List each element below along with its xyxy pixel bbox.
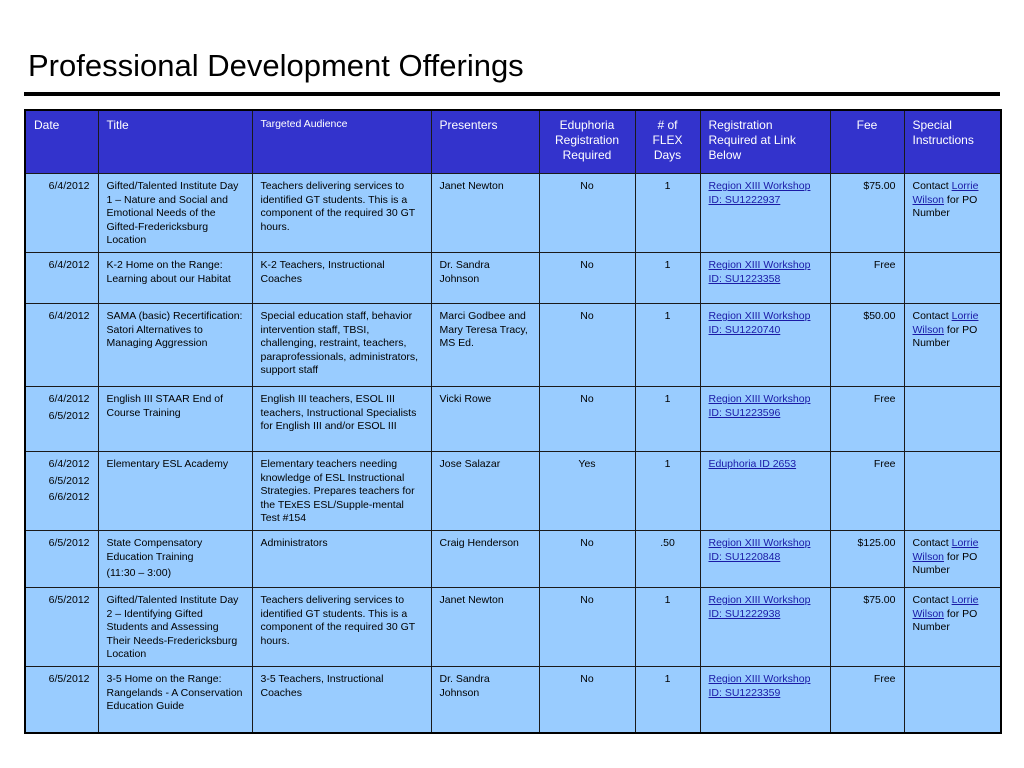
audience-cell: Special education staff, behavior intervention staff, TBSI, challenging, restraint, teachers, paraprofessionals, administrators, support staff: [252, 303, 431, 386]
table-row: [25, 303, 1001, 386]
title-cell: [98, 303, 252, 386]
eduphoria-cell: Yes: [539, 451, 635, 530]
title-text: SAMA (basic) Recertification: Satori Alternatives to Managing Aggression: [106, 309, 243, 350]
header-date: Date: [25, 110, 98, 174]
presenters-cell: Janet Newton: [431, 587, 539, 666]
title-cell: [98, 451, 252, 530]
date-value: 6/4/2012: [48, 309, 90, 322]
title-text: English III STAAR End of Course Training: [106, 392, 224, 419]
date-value: 6/5/2012: [48, 409, 90, 422]
header-fee: Fee: [830, 110, 904, 174]
date-cell: [25, 386, 98, 451]
table-row: [25, 530, 1001, 587]
flex-days-cell: 1: [635, 386, 700, 451]
header-presenters: Presenters: [431, 110, 539, 174]
flex-days-cell: 1: [635, 587, 700, 666]
registration-link[interactable]: Eduphoria ID 2653: [708, 457, 797, 470]
presenters-cell: Dr. Sandra Johnson: [431, 666, 539, 733]
table-row: [25, 666, 1001, 733]
title-text: Elementary ESL Academy: [106, 457, 229, 470]
registration-cell: [700, 252, 830, 303]
title-cell: [98, 252, 252, 303]
flex-days-cell: 1: [635, 174, 700, 253]
title-text: K-2 Home on the Range: Learning about our Habitat: [106, 258, 231, 285]
eduphoria-cell: No: [539, 666, 635, 733]
eduphoria-cell: No: [539, 587, 635, 666]
contact-link[interactable]: Lorrie Wilson: [912, 536, 979, 563]
special-instructions-cell: [904, 451, 1001, 530]
special-instructions-cell: [904, 666, 1001, 733]
page-title: Professional Development Offerings: [28, 48, 524, 83]
registration-link[interactable]: Region XIII Workshop ID: SU1222938: [708, 593, 811, 620]
registration-cell: [700, 174, 830, 253]
date-cell: [25, 303, 98, 386]
title-text: Gifted/Talented Institute Day 2 – Identifying Gifted Students and Assessing Their Needs-Fredericksburg Location: [106, 593, 239, 661]
presenters-cell: Jose Salazar: [431, 451, 539, 530]
presenters-cell: Janet Newton: [431, 174, 539, 253]
registration-link[interactable]: Region XIII Workshop ID: SU1223358: [708, 258, 811, 285]
date-value: 6/5/2012: [48, 536, 90, 549]
audience-cell: Teachers delivering services to identified GT students. This is a component of the required 30 GT hours.: [252, 174, 431, 253]
special-instructions-cell: Contact Lorrie Wilson for PO Number: [904, 303, 1001, 386]
eduphoria-cell: No: [539, 174, 635, 253]
flex-days-cell: 1: [635, 303, 700, 386]
contact-link[interactable]: Lorrie Wilson: [912, 180, 979, 206]
header-title: Title: [98, 110, 252, 174]
fee-cell: $75.00: [830, 174, 904, 253]
registration-cell: [700, 666, 830, 733]
contact-link[interactable]: Lorrie Wilson: [912, 593, 979, 620]
eduphoria-cell: No: [539, 303, 635, 386]
table-body: [25, 174, 1001, 734]
header-targeted-audience: Targeted Audience: [252, 110, 431, 174]
presenters-cell: Marci Godbee and Mary Teresa Tracy, MS Ed.: [431, 303, 539, 386]
fee-cell: $75.00: [830, 587, 904, 666]
date-value: 6/4/2012: [48, 258, 90, 271]
registration-link[interactable]: Region XIII Workshop ID: SU1223596: [708, 392, 811, 419]
title-divider: [24, 92, 1000, 96]
flex-days-cell: 1: [635, 666, 700, 733]
fee-cell: Free: [830, 451, 904, 530]
offerings-table: [24, 109, 1002, 734]
date-cell: [25, 530, 98, 587]
registration-cell: [700, 303, 830, 386]
header-row: [25, 110, 1001, 174]
special-instructions-cell: Contact Lorrie Wilson for PO Number: [904, 587, 1001, 666]
date-value: 6/5/2012: [48, 474, 90, 487]
presenters-cell: Craig Henderson: [431, 530, 539, 587]
date-cell: [25, 587, 98, 666]
date-value: 6/5/2012: [48, 672, 90, 685]
date-value: 6/4/2012: [48, 392, 90, 405]
special-instructions-cell: [904, 386, 1001, 451]
eduphoria-cell: No: [539, 386, 635, 451]
flex-days-cell: 1: [635, 451, 700, 530]
registration-cell: [700, 386, 830, 451]
table-row: [25, 174, 1001, 253]
date-cell: [25, 451, 98, 530]
fee-cell: $125.00: [830, 530, 904, 587]
table-row: [25, 451, 1001, 530]
registration-cell: [700, 587, 830, 666]
date-value: 6/4/2012: [48, 180, 90, 192]
audience-cell: Elementary teachers needing knowledge of ESL Instructional Strategies. Prepares teachers for the TExES ESL/Supple-mental Test #154: [252, 451, 431, 530]
date-cell: [25, 666, 98, 733]
date-cell: [25, 174, 98, 253]
title-cell: [98, 386, 252, 451]
special-instructions-cell: Contact Lorrie Wilson for PO Number: [904, 530, 1001, 587]
header-registration-link: Registration Required at Link Below: [700, 110, 830, 174]
fee-cell: Free: [830, 252, 904, 303]
title-cell: [98, 587, 252, 666]
title-cell: [98, 174, 252, 253]
fee-cell: Free: [830, 386, 904, 451]
presenters-cell: Vicki Rowe: [431, 386, 539, 451]
table-row: [25, 252, 1001, 303]
date-value: 6/6/2012: [48, 491, 90, 504]
registration-link[interactable]: Region XIII Workshop ID: SU1222937: [708, 180, 811, 206]
audience-cell: Teachers delivering services to identified GT students. This is a component of the required 30 GT hours.: [252, 587, 431, 666]
title-text: State Compensatory Education Training: [106, 536, 203, 563]
title-text: 3-5 Home on the Range: Rangelands - A Conservation Education Guide: [106, 672, 243, 713]
fee-cell: $50.00: [830, 303, 904, 386]
special-instructions-cell: Contact Lorrie Wilson for PO Number: [904, 174, 1001, 253]
title-cell: [98, 530, 252, 587]
audience-cell: English III teachers, ESOL III teachers, Instructional Specialists for English III and/or ESOL III: [252, 386, 431, 451]
table-row: [25, 587, 1001, 666]
title-text: Gifted/Talented Institute Day 1 – Nature and Social and Emotional Needs of the Gifted-Fredericksburg Location: [106, 180, 239, 247]
registration-cell: [700, 451, 830, 530]
eduphoria-cell: No: [539, 252, 635, 303]
registration-link[interactable]: Region XIII Workshop ID: SU1220740: [708, 309, 811, 336]
date-value: 6/4/2012: [48, 457, 90, 470]
flex-days-cell: .50: [635, 530, 700, 587]
registration-link[interactable]: Region XIII Workshop ID: SU1220848: [708, 536, 811, 563]
registration-link[interactable]: Region XIII Workshop ID: SU1223359: [708, 672, 811, 699]
fee-cell: Free: [830, 666, 904, 733]
audience-cell: K-2 Teachers, Instructional Coaches: [252, 252, 431, 303]
date-cell: [25, 252, 98, 303]
special-instructions-cell: [904, 252, 1001, 303]
audience-cell: 3-5 Teachers, Instructional Coaches: [252, 666, 431, 733]
eduphoria-cell: No: [539, 530, 635, 587]
date-value: 6/5/2012: [48, 593, 90, 606]
table-row: [25, 386, 1001, 451]
header-special-instructions: Special Instructions: [904, 110, 1001, 174]
registration-cell: [700, 530, 830, 587]
presenters-cell: Dr. Sandra Johnson: [431, 252, 539, 303]
audience-cell: Administrators: [252, 530, 431, 587]
contact-link[interactable]: Lorrie Wilson: [912, 309, 979, 336]
title-cell: [98, 666, 252, 733]
header-flex-days: # of FLEX Days: [635, 110, 700, 174]
header-eduphoria-registration: Eduphoria Registration Required: [539, 110, 635, 174]
title-note: (11:30 – 3:00): [106, 567, 172, 580]
flex-days-cell: 1: [635, 252, 700, 303]
